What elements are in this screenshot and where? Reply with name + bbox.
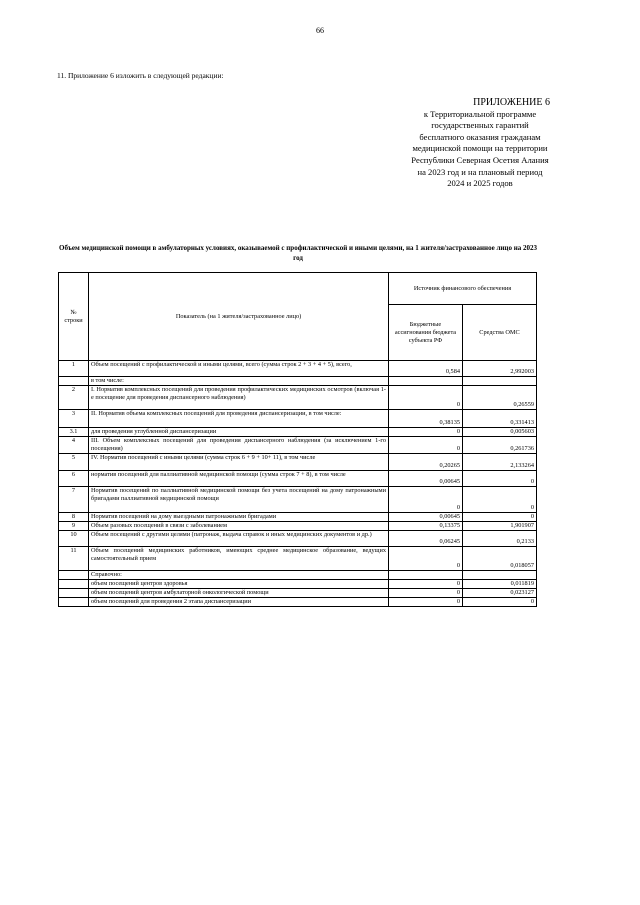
budget-value-cell: 0: [389, 598, 463, 607]
indicator-cell: Объем разовых посещений в связи с заболеванием: [89, 522, 389, 531]
budget-value-cell: 0: [389, 580, 463, 589]
budget-value-cell: 0,584: [389, 361, 463, 377]
row-number-cell: 4: [59, 437, 89, 454]
budget-value-cell: 0: [389, 547, 463, 571]
row-number-cell: [59, 571, 89, 580]
indicator-cell: Справочно:: [89, 571, 389, 580]
oms-value-cell: 2,133264: [463, 454, 537, 471]
row-number-cell: 5: [59, 454, 89, 471]
indicator-cell: объем посещений центров амбулаторной онкологической помощи: [89, 589, 389, 598]
budget-value-cell: 0,13375: [389, 522, 463, 531]
page-number: 66: [316, 26, 324, 35]
oms-value-cell: 2,992003: [463, 361, 537, 377]
indicator-cell: в том числе:: [89, 377, 389, 386]
budget-value-cell: [389, 377, 463, 386]
appendix-block: [380, 97, 580, 190]
oms-value-cell: 0,331413: [463, 410, 537, 428]
oms-value-cell: 0: [463, 598, 537, 607]
indicator-cell: I. Норматив комплексных посещений для проведения профилактических медицинских осмотров (включая 1-е посещение для проведения диспансерного наблюдения): [89, 386, 389, 410]
table-row: [59, 361, 537, 377]
row-number-cell: [59, 589, 89, 598]
appendix-line: Республики Северная Осетия Алания: [411, 154, 549, 165]
row-number-cell: 1: [59, 361, 89, 377]
table-row: [59, 513, 537, 522]
indicator-cell: Объем посещений с другими целями (патронаж, выдача справок и иных медицинских документов и др.): [89, 531, 389, 547]
table-row: [59, 487, 537, 513]
indicator-cell: Объем посещений медицинских работников, имеющих среднее медицинское образование, ведущих самостоятельный прием: [89, 547, 389, 571]
budget-value-cell: 0: [389, 589, 463, 598]
indicator-cell: Норматив посещений по паллиативной медицинской помощи без учета посещений на дому патронажными бригадами паллиативной медицинской помощи: [89, 487, 389, 513]
table-row: [59, 471, 537, 487]
indicator-cell: Объем посещений с профилактической и иными целями, всего (сумма строк 2 + 3 + 4 + 5), всего,: [89, 361, 389, 377]
indicator-cell: Норматив посещений на дому выездными патронажными бригадами: [89, 513, 389, 522]
oms-value-cell: 0: [463, 513, 537, 522]
table-row: [59, 531, 537, 547]
oms-value-cell: 0: [463, 487, 537, 513]
indicator-cell: норматив посещений для паллиативной медицинской помощи (сумма строк 7 + 8), в том числе: [89, 471, 389, 487]
row-number-cell: 8: [59, 513, 89, 522]
budget-value-cell: 0,06245: [389, 531, 463, 547]
table-row: [59, 589, 537, 598]
row-number-cell: 7: [59, 487, 89, 513]
row-number-cell: 2: [59, 386, 89, 410]
budget-value-cell: 0,00645: [389, 513, 463, 522]
appendix-line: государственных гарантий: [431, 120, 529, 131]
header-source-group: Источник финансового обеспечения: [389, 273, 537, 305]
table-body: [59, 361, 537, 607]
table-title: Объем медицинской помощи в амбулаторных условиях, оказываемой с профилактической и иными целями, на 1 жителя/застрахованное лицо на 2023 год: [59, 244, 537, 262]
indicator-cell: для проведения углубленной диспансеризации: [89, 428, 389, 437]
budget-value-cell: 0,00645: [389, 471, 463, 487]
oms-value-cell: 0: [463, 471, 537, 487]
volume-table: [58, 272, 537, 607]
table-row: [59, 571, 537, 580]
budget-value-cell: 0: [389, 428, 463, 437]
oms-value-cell: 0,011819: [463, 580, 537, 589]
appendix-line: 2024 и 2025 годов: [447, 178, 513, 189]
header-indicator: Показатель (на 1 жителя/застрахованное лицо): [89, 273, 389, 361]
oms-value-cell: 0,26559: [463, 386, 537, 410]
oms-value-cell: 1,901907: [463, 522, 537, 531]
budget-value-cell: 0: [389, 437, 463, 454]
indicator-cell: III. Объем комплексных посещений для проведения диспансерного наблюдения (за исключением 1-го посещения): [89, 437, 389, 454]
table-row: [59, 598, 537, 607]
table-row: [59, 580, 537, 589]
row-number-cell: 11: [59, 547, 89, 571]
budget-value-cell: [389, 571, 463, 580]
table-row: [59, 522, 537, 531]
appendix-line: к Территориальной программе: [423, 108, 537, 119]
indicator-cell: объем посещений центров здоровья: [89, 580, 389, 589]
appendix-line: медицинской помощи на территории: [412, 143, 548, 154]
table-row: [59, 410, 537, 428]
appendix-line: бесплатного оказания гражданам: [419, 131, 541, 142]
header-budget: Бюджетные ассигнования бюджета субъекта РФ: [389, 305, 463, 361]
budget-value-cell: 0,38135: [389, 410, 463, 428]
row-number-cell: 3.1: [59, 428, 89, 437]
appendix-line: на 2023 год и на плановый период: [417, 166, 543, 177]
row-number-cell: [59, 598, 89, 607]
row-number-cell: 10: [59, 531, 89, 547]
oms-value-cell: 0,2133: [463, 531, 537, 547]
header-oms: Средства ОМС: [463, 305, 537, 361]
table-row: [59, 428, 537, 437]
oms-value-cell: 0,023127: [463, 589, 537, 598]
row-number-cell: 9: [59, 522, 89, 531]
oms-value-cell: [463, 571, 537, 580]
appendix-title: ПРИЛОЖЕНИЕ 6: [473, 97, 550, 108]
row-number-cell: 6: [59, 471, 89, 487]
oms-value-cell: 0,018057: [463, 547, 537, 571]
budget-value-cell: 0: [389, 487, 463, 513]
table-row: [59, 386, 537, 410]
oms-value-cell: 0,005603: [463, 428, 537, 437]
oms-value-cell: 0,261736: [463, 437, 537, 454]
budget-value-cell: 0,20265: [389, 454, 463, 471]
table-row: [59, 454, 537, 471]
indicator-cell: II. Норматив объема комплексных посещений для проведения диспансеризации, в том числе:: [89, 410, 389, 428]
table-row: [59, 547, 537, 571]
row-number-cell: [59, 377, 89, 386]
row-number-cell: [59, 580, 89, 589]
table-row: [59, 437, 537, 454]
budget-value-cell: 0: [389, 386, 463, 410]
oms-value-cell: [463, 377, 537, 386]
indicator-cell: IV. Норматив посещений с иными целями (сумма строк 6 + 9 + 10+ 11), в том числе: [89, 454, 389, 471]
header-row-number: № строки: [59, 273, 89, 361]
row-number-cell: 3: [59, 410, 89, 428]
intro-text: 11. Приложение 6 изложить в следующей редакции:: [57, 71, 224, 80]
table-row: [59, 377, 537, 386]
indicator-cell: объем посещений для проведения 2 этапа диспансеризации: [89, 598, 389, 607]
